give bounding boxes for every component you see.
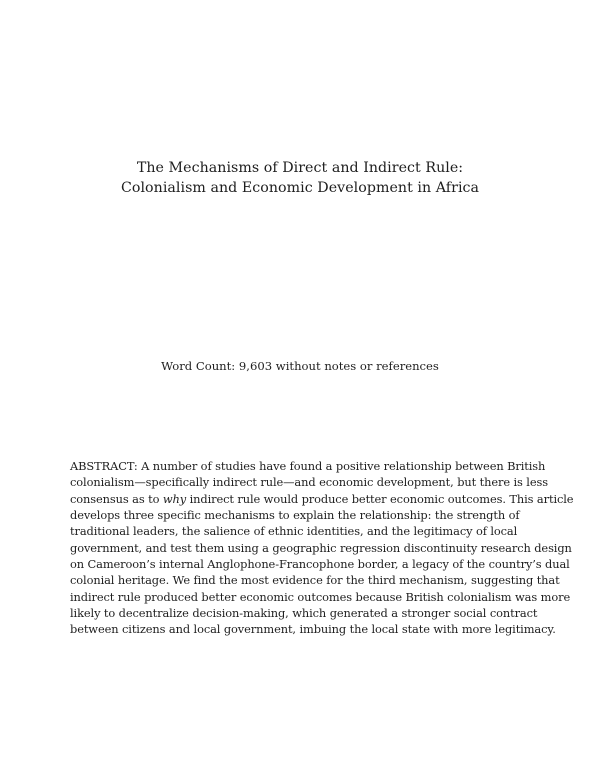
abstract	[70, 458, 574, 638]
abstract-line: consensus as to why indirect rule would produce better economic outcomes. This article	[70, 491, 574, 506]
abstract-line: between citizens and local government, imbuing the local state with more legitimacy.	[70, 622, 556, 637]
abstract-line: indirect rule produced better economic outcomes because British colonialism was more	[70, 589, 571, 604]
abstract-line: colonialism—specifically indirect rule—and economic development, but there is less	[70, 475, 548, 490]
paper-title-line-1: The Mechanisms of Direct and Indirect Rule:	[136, 160, 464, 176]
abstract-line: ABSTRACT: A number of studies have found a positive relationship between British	[70, 459, 546, 473]
abstract-line: develops three specific mechanisms to explain the relationship: the strength of	[70, 508, 520, 523]
paper-title-line-2: Colonialism and Economic Development in Africa	[120, 180, 480, 196]
abstract-line: on Cameroon’s internal Anglophone-Francophone border, a legacy of the country’s dual	[70, 557, 570, 572]
abstract-line: traditional leaders, the salience of ethnic identities, and the legitimacy of local	[70, 524, 518, 539]
abstract-line: government, and test them using a geographic regression discontinuity research design	[70, 540, 572, 555]
emphasis-why: why	[162, 491, 187, 506]
abstract-line: likely to decentralize decision-making, which generated a stronger social contract	[70, 606, 538, 621]
paper-title	[0, 158, 600, 198]
abstract-line: colonial heritage. We find the most evidence for the third mechanism, suggesting that	[70, 573, 560, 588]
word-count: Word Count: 9,603 without notes or references	[161, 359, 439, 373]
